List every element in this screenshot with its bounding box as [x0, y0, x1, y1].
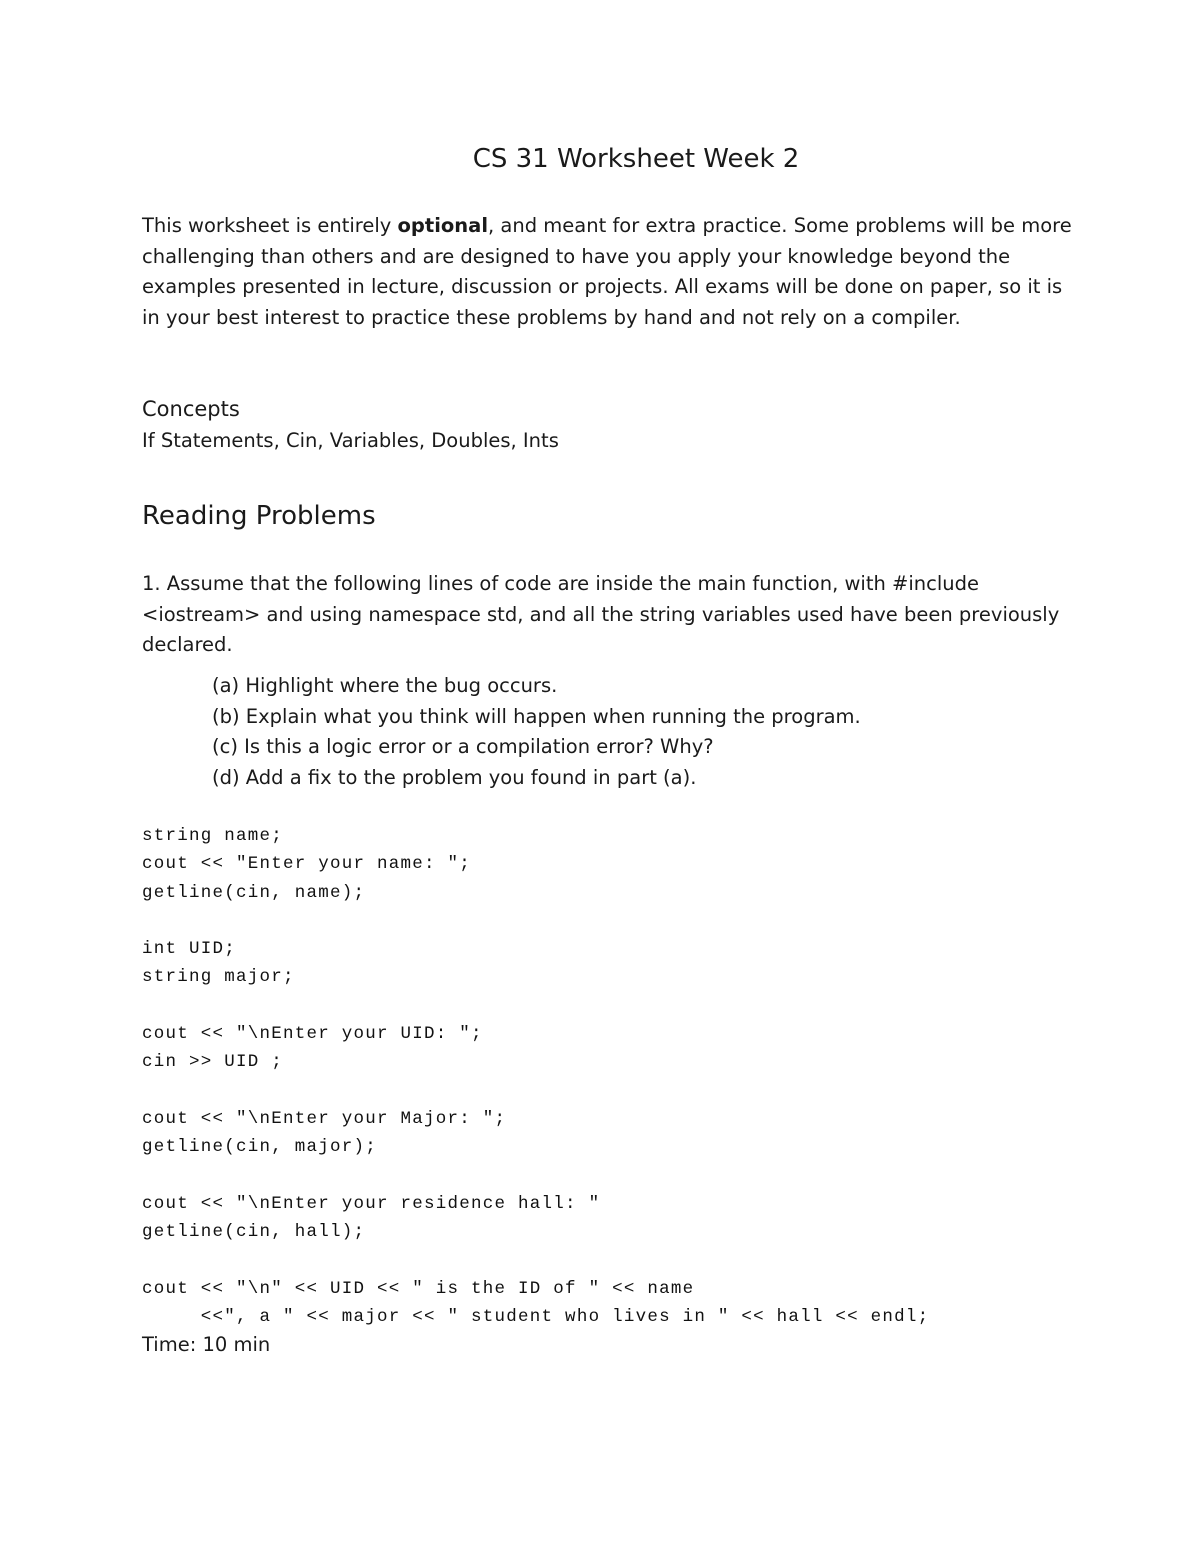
concepts-list: If Statements, Cin, Variables, Doubles, Ints [142, 429, 559, 452]
page-title: CS 31 Worksheet Week 2 [472, 144, 800, 174]
concepts-heading: Concepts [142, 397, 240, 421]
problem-1-text: 1. Assume that the following lines of code are inside the main function, with #include <iostream> and using namespace std, and all the string variables used have been previously declared. [142, 572, 1060, 657]
problem-part-b: (b) Explain what you think will happen when running the program. [212, 704, 861, 728]
time-estimate: Time: 10 min [142, 1333, 271, 1356]
intro-paragraph [142, 211, 1072, 333]
problem-part-d: (d) Add a fix to the problem you found in part (a). [212, 765, 697, 789]
code-block: string name; cout << "Enter your name: "; getline(cin, name); int UID; string major; cout << "\nEnter your UID: "; cin >> UID ; cout << "\nEnter your Major: "; getline(cin, major); cout << "\nEnter your residence hall: " getline(cin, hall); cout << "\n" << UID << " is the ID of " << name <<", a " << major << " student who lives in " << hall << endl; [142, 826, 930, 1328]
problem-part-a: (a) Highlight where the bug occurs. [212, 674, 558, 697]
problem-part-c: (c) Is this a logic error or a compilation error? Why? [212, 735, 714, 759]
intro-text-start: This worksheet is entirely [142, 214, 398, 237]
intro-text-end: , and meant for extra practice. Some problems will be more challenging than others and are designed to have you apply your knowledge beyond the examples presented in lecture, discussion or projects. All exams will be done on paper, so it is in your best interest to practice these problems by hand and not rely on a compiler. [142, 214, 1072, 329]
problem-1-parts [212, 671, 861, 793]
intro-bold-optional: optional [397, 214, 489, 237]
section-heading-reading-problems: Reading Problems [142, 501, 376, 531]
